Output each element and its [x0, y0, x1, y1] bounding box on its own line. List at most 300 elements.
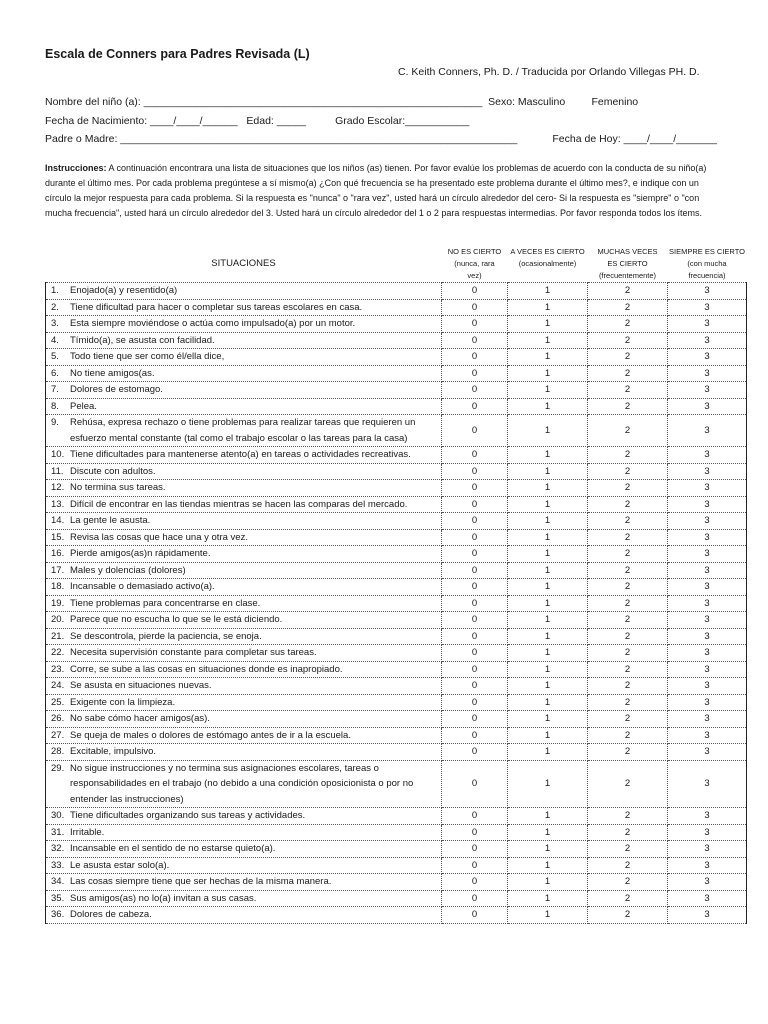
situation-cell: [46, 316, 442, 333]
score-option-2[interactable]: 2: [588, 496, 668, 513]
situation-item: [51, 596, 441, 612]
score-option-3[interactable]: 3: [668, 727, 747, 744]
score-option-3[interactable]: 3: [668, 824, 747, 841]
situation-cell: [46, 645, 442, 662]
score-option-3[interactable]: 3: [668, 283, 747, 300]
score-option-0[interactable]: 0: [442, 463, 508, 480]
situation-cell: [46, 365, 442, 382]
situation-item: [51, 874, 441, 890]
table-row: [46, 907, 747, 924]
score-option-1[interactable]: 1: [508, 645, 588, 662]
situation-item: [51, 480, 441, 496]
table-row: [46, 694, 747, 711]
score-option-3[interactable]: 3: [668, 694, 747, 711]
column-header-0-line3: vez): [467, 271, 482, 280]
score-option-1[interactable]: 1: [508, 890, 588, 907]
situation-cell: [46, 480, 442, 497]
score-option-1[interactable]: 1: [508, 711, 588, 728]
score-option-1[interactable]: 1: [508, 628, 588, 645]
item-text: Difícil de encontrar en las tiendas mientras se hacen las comparas del mercado.: [70, 498, 408, 510]
score-option-1[interactable]: 1: [508, 496, 588, 513]
item-text: La gente le asusta.: [70, 515, 151, 526]
score-option-3[interactable]: 3: [668, 496, 747, 513]
score-option-1[interactable]: 1: [508, 513, 588, 530]
situation-item: [51, 744, 441, 760]
situation-item: [51, 497, 441, 513]
column-header-0-line1: NO ES CIERTO: [447, 247, 502, 256]
parent-date-line[interactable]: Padre o Madre: ____________________________________________________________________ Fecha de Hoy: ____/____/_______: [45, 133, 718, 145]
score-option-3[interactable]: 3: [668, 415, 747, 447]
situation-item: [51, 283, 441, 299]
score-option-1[interactable]: 1: [508, 316, 588, 333]
item-number: 35.: [51, 892, 65, 904]
column-header-0: [442, 244, 508, 283]
score-option-2[interactable]: 2: [588, 628, 668, 645]
situation-cell: [46, 907, 442, 924]
item-number: 18.: [51, 581, 65, 592]
score-option-0[interactable]: 0: [442, 480, 508, 497]
situation-item: [51, 907, 441, 923]
table-row: [46, 628, 747, 645]
score-option-1[interactable]: 1: [508, 744, 588, 761]
item-number: 29.: [51, 762, 65, 774]
table-row: [46, 283, 747, 300]
score-option-0[interactable]: 0: [442, 645, 508, 662]
item-text: Tiene dificultades organizando sus tareas y actividades.: [70, 810, 306, 821]
item-number: 28.: [51, 746, 65, 757]
score-option-2[interactable]: 2: [588, 661, 668, 678]
situation-item: [51, 662, 441, 678]
score-option-0[interactable]: 0: [442, 661, 508, 678]
situation-cell: [46, 760, 442, 808]
score-option-2[interactable]: 2: [588, 612, 668, 629]
score-option-1[interactable]: 1: [508, 874, 588, 891]
item-number: 26.: [51, 713, 65, 724]
item-text: Tímido(a), se asusta con facilidad.: [70, 334, 215, 346]
score-option-0[interactable]: 0: [442, 874, 508, 891]
score-option-2[interactable]: 2: [588, 513, 668, 530]
item-number: 4.: [51, 334, 59, 346]
score-option-0[interactable]: 0: [442, 316, 508, 333]
score-option-0[interactable]: 0: [442, 628, 508, 645]
column-header-2: [588, 244, 668, 283]
item-text: Se asusta en situaciones nuevas.: [70, 680, 212, 691]
score-option-0[interactable]: 0: [442, 612, 508, 629]
score-option-3[interactable]: 3: [668, 907, 747, 924]
score-option-3[interactable]: 3: [668, 612, 747, 629]
score-option-1[interactable]: 1: [508, 694, 588, 711]
score-option-1[interactable]: 1: [508, 463, 588, 480]
score-option-1[interactable]: 1: [508, 415, 588, 447]
situation-item: [51, 825, 441, 841]
column-header-2-line1: MUCHAS VECES: [597, 247, 658, 256]
item-text: Excitable, impulsivo.: [70, 746, 157, 757]
item-number: 15.: [51, 531, 65, 543]
score-option-0[interactable]: 0: [442, 382, 508, 399]
situation-cell: [46, 299, 442, 316]
situation-cell: [46, 595, 442, 612]
item-text: No sigue instrucciones y no termina sus asignaciones escolares, tareas o responsabilidades en el trabajo (no debido a una condición oposicionista o por no entender las instrucciones): [70, 762, 414, 805]
score-option-3[interactable]: 3: [668, 299, 747, 316]
situation-cell: [46, 841, 442, 858]
score-option-3[interactable]: 3: [668, 890, 747, 907]
item-number: 22.: [51, 647, 65, 658]
score-option-2[interactable]: 2: [588, 546, 668, 563]
score-option-3[interactable]: 3: [668, 874, 747, 891]
situation-cell: [46, 349, 442, 366]
score-option-0[interactable]: 0: [442, 824, 508, 841]
score-option-1[interactable]: 1: [508, 480, 588, 497]
score-option-2[interactable]: 2: [588, 890, 668, 907]
score-option-2[interactable]: 2: [588, 744, 668, 761]
score-option-3[interactable]: 3: [668, 529, 747, 546]
score-option-3[interactable]: 3: [668, 382, 747, 399]
situation-item: [51, 546, 441, 562]
score-option-3[interactable]: 3: [668, 513, 747, 530]
situation-item: [51, 629, 441, 645]
item-text: Rehúsa, expresa rechazo o tiene problemas para realizar tareas que requieren un esfuerzo mental constante (tal como el trabajo escolar o las tareas para la casa): [70, 417, 416, 444]
score-option-0[interactable]: 0: [442, 678, 508, 695]
situation-item: [51, 366, 441, 382]
score-option-0[interactable]: 0: [442, 890, 508, 907]
table-row: [46, 727, 747, 744]
score-option-3[interactable]: 3: [668, 678, 747, 695]
score-option-3[interactable]: 3: [668, 480, 747, 497]
table-row: [46, 595, 747, 612]
score-option-1[interactable]: 1: [508, 365, 588, 382]
item-text: Esta siempre moviéndose o actúa como impulsado(a) por un motor.: [70, 318, 356, 329]
score-option-3[interactable]: 3: [668, 562, 747, 579]
score-option-1[interactable]: 1: [508, 299, 588, 316]
score-option-1[interactable]: 1: [508, 661, 588, 678]
item-number: 5.: [51, 351, 59, 362]
score-option-1[interactable]: 1: [508, 678, 588, 695]
score-option-1[interactable]: 1: [508, 824, 588, 841]
score-option-2[interactable]: 2: [588, 841, 668, 858]
item-text: Le asusta estar solo(a).: [70, 859, 170, 871]
item-text: Discute con adultos.: [70, 465, 156, 477]
situation-cell: [46, 513, 442, 530]
score-option-1[interactable]: 1: [508, 760, 588, 808]
score-option-3[interactable]: 3: [668, 546, 747, 563]
score-option-0[interactable]: 0: [442, 283, 508, 300]
item-number: 1.: [51, 285, 59, 296]
situation-cell: [46, 283, 442, 300]
table-row: [46, 744, 747, 761]
birth-age-grade-line[interactable]: Fecha de Nacimiento: ____/____/______ Edad: _____ Grado Escolar:___________: [45, 115, 470, 127]
score-option-0[interactable]: 0: [442, 398, 508, 415]
situation-item: [51, 612, 441, 628]
situation-cell: [46, 415, 442, 447]
score-option-2[interactable]: 2: [588, 529, 668, 546]
child-name-sex-line[interactable]: Nombre del niño (a): __________________________________________________________ Sexo: Masculino Femenino: [45, 96, 639, 108]
score-option-2[interactable]: 2: [588, 694, 668, 711]
column-header-3-line3: frecuencia): [688, 271, 726, 280]
item-number: 12.: [51, 482, 65, 493]
item-number: 30.: [51, 810, 65, 821]
column-header-0-line2: (nunca, rara: [454, 259, 495, 268]
score-option-2[interactable]: 2: [588, 349, 668, 366]
score-option-2[interactable]: 2: [588, 365, 668, 382]
item-text: Incansable en el sentido de no estarse quieto(a).: [70, 843, 276, 854]
score-option-0[interactable]: 0: [442, 529, 508, 546]
situation-item: [51, 858, 441, 874]
situation-cell: [46, 612, 442, 629]
score-option-3[interactable]: 3: [668, 595, 747, 612]
table-row: [46, 480, 747, 497]
situation-item: [51, 513, 441, 529]
score-option-3[interactable]: 3: [668, 349, 747, 366]
score-option-1[interactable]: 1: [508, 283, 588, 300]
item-number: 9.: [51, 417, 59, 428]
score-option-2[interactable]: 2: [588, 415, 668, 447]
instructions-text: A continuación encontrara una lista de situaciones que los niños (as) tienen. Por favor evalúe los problemas de acuerdo con la conducta de su niño(a) durante el último mes. Por cada problema pregúntese a sí mismo(a) ¿Con qué frecuencia se ha presentado este problema durante el último mes?, e indique con un círculo la mejor respuesta para cada problema. Si la respuesta es "nunca" o "rara vez", usted hará un círculo alrededor del cero- Si la respuesta es "siempre" o "con mucha frecuencia", usted hará un círculo alrededor del 3. Usted hará un círculo alrededor del 1 o 2 para respuestas intermedias. Por favor responda todos los ítems.: [45, 163, 707, 218]
column-header-2-line3: (frecuentemente): [598, 271, 657, 280]
score-option-2[interactable]: 2: [588, 382, 668, 399]
score-option-0[interactable]: 0: [442, 808, 508, 825]
score-option-3[interactable]: 3: [668, 579, 747, 596]
table-row: [46, 332, 747, 349]
table-row: [46, 562, 747, 579]
item-number: 23.: [51, 663, 65, 675]
table-row: [46, 382, 747, 399]
score-option-1[interactable]: 1: [508, 382, 588, 399]
score-option-0[interactable]: 0: [442, 447, 508, 464]
score-option-2[interactable]: 2: [588, 857, 668, 874]
situation-item: [51, 761, 441, 808]
score-option-2[interactable]: 2: [588, 562, 668, 579]
score-option-0[interactable]: 0: [442, 496, 508, 513]
score-option-0[interactable]: 0: [442, 907, 508, 924]
item-number: 19.: [51, 597, 65, 609]
score-option-2[interactable]: 2: [588, 808, 668, 825]
item-number: 2.: [51, 301, 59, 313]
score-option-2[interactable]: 2: [588, 874, 668, 891]
score-option-1[interactable]: 1: [508, 398, 588, 415]
score-option-0[interactable]: 0: [442, 727, 508, 744]
item-text: Irritable.: [70, 826, 105, 838]
score-option-2[interactable]: 2: [588, 727, 668, 744]
score-option-2[interactable]: 2: [588, 645, 668, 662]
item-text: No sabe cómo hacer amigos(as).: [70, 713, 210, 724]
situation-cell: [46, 382, 442, 399]
item-number: 34.: [51, 876, 65, 887]
item-text: Tiene problemas para concentrarse en clase.: [70, 597, 261, 609]
score-option-3[interactable]: 3: [668, 628, 747, 645]
situation-item: [51, 711, 441, 727]
score-option-0[interactable]: 0: [442, 694, 508, 711]
score-option-2[interactable]: 2: [588, 907, 668, 924]
situation-item: [51, 891, 441, 907]
score-option-2[interactable]: 2: [588, 398, 668, 415]
score-option-0[interactable]: 0: [442, 415, 508, 447]
score-option-2[interactable]: 2: [588, 824, 668, 841]
score-option-2[interactable]: 2: [588, 678, 668, 695]
score-option-3[interactable]: 3: [668, 744, 747, 761]
score-option-1[interactable]: 1: [508, 595, 588, 612]
table-row: [46, 661, 747, 678]
item-text: Corre, se sube a las cosas en situaciones donde es inapropiado.: [70, 663, 343, 675]
item-number: 14.: [51, 515, 65, 526]
item-number: 21.: [51, 630, 65, 642]
table-row: [46, 398, 747, 415]
situation-cell: [46, 447, 442, 464]
situation-item: [51, 530, 441, 546]
score-option-2[interactable]: 2: [588, 316, 668, 333]
item-number: 32.: [51, 843, 65, 854]
situations-table: [45, 244, 747, 924]
situaciones-header: SITUACIONES: [211, 258, 276, 269]
score-option-1[interactable]: 1: [508, 349, 588, 366]
score-option-1[interactable]: 1: [508, 546, 588, 563]
situation-cell: [46, 332, 442, 349]
score-option-3[interactable]: 3: [668, 316, 747, 333]
score-option-0[interactable]: 0: [442, 595, 508, 612]
score-option-3[interactable]: 3: [668, 332, 747, 349]
score-option-3[interactable]: 3: [668, 661, 747, 678]
instructions-label: Instrucciones:: [45, 163, 107, 173]
score-option-3[interactable]: 3: [668, 711, 747, 728]
situation-cell: [46, 398, 442, 415]
score-option-2[interactable]: 2: [588, 595, 668, 612]
situation-item: [51, 678, 441, 694]
score-option-0[interactable]: 0: [442, 332, 508, 349]
item-text: Exigente con la limpieza.: [70, 696, 176, 708]
score-option-1[interactable]: 1: [508, 727, 588, 744]
table-header-row: [46, 244, 747, 283]
score-option-1[interactable]: 1: [508, 907, 588, 924]
item-number: 17.: [51, 564, 65, 576]
item-number: 11.: [51, 465, 64, 477]
item-number: 10.: [51, 449, 65, 460]
score-option-1[interactable]: 1: [508, 808, 588, 825]
score-option-2[interactable]: 2: [588, 480, 668, 497]
item-text: Incansable o demasiado activo(a).: [70, 581, 215, 592]
score-option-0[interactable]: 0: [442, 857, 508, 874]
score-option-3[interactable]: 3: [668, 760, 747, 808]
table-row: [46, 841, 747, 858]
score-option-0[interactable]: 0: [442, 711, 508, 728]
column-header-3: [668, 244, 747, 283]
column-header-1-line2: (ocasionalmente): [518, 259, 577, 268]
situation-item: [51, 349, 441, 365]
table-row: [46, 299, 747, 316]
situation-cell: [46, 496, 442, 513]
situation-cell: [46, 579, 442, 596]
item-text: Pierde amigos(as)n rápidamente.: [70, 548, 211, 559]
situation-item: [51, 333, 441, 349]
score-option-3[interactable]: 3: [668, 808, 747, 825]
score-option-2[interactable]: 2: [588, 463, 668, 480]
situation-item: [51, 563, 441, 579]
item-text: Se queja de males o dolores de estómago antes de ir a la escuela.: [70, 729, 351, 741]
situation-item: [51, 695, 441, 711]
item-text: No termina sus tareas.: [70, 482, 166, 493]
score-option-1[interactable]: 1: [508, 562, 588, 579]
table-row: [46, 808, 747, 825]
score-option-1[interactable]: 1: [508, 857, 588, 874]
item-number: 16.: [51, 548, 65, 559]
score-option-0[interactable]: 0: [442, 546, 508, 563]
item-text: Dolores de estomago.: [70, 384, 163, 395]
table-row: [46, 513, 747, 530]
score-option-2[interactable]: 2: [588, 283, 668, 300]
situation-cell: [46, 529, 442, 546]
score-option-2[interactable]: 2: [588, 447, 668, 464]
situation-item: [51, 316, 441, 332]
score-option-2[interactable]: 2: [588, 579, 668, 596]
item-number: 20.: [51, 614, 65, 625]
author-credit: C. Keith Conners, Ph. D. / Traducida por Orlando Villegas PH. D.: [398, 66, 700, 78]
score-option-2[interactable]: 2: [588, 332, 668, 349]
item-text: Pelea.: [70, 400, 97, 412]
score-option-0[interactable]: 0: [442, 562, 508, 579]
situation-item: [51, 841, 441, 857]
score-option-0[interactable]: 0: [442, 513, 508, 530]
column-header-3-line2: (con mucha: [687, 259, 727, 268]
score-option-0[interactable]: 0: [442, 744, 508, 761]
score-option-3[interactable]: 3: [668, 645, 747, 662]
situation-cell: [46, 562, 442, 579]
score-option-3[interactable]: 3: [668, 398, 747, 415]
score-option-1[interactable]: 1: [508, 447, 588, 464]
item-number: 31.: [51, 826, 65, 838]
item-number: 13.: [51, 498, 65, 510]
score-option-0[interactable]: 0: [442, 365, 508, 382]
score-option-1[interactable]: 1: [508, 841, 588, 858]
score-option-1[interactable]: 1: [508, 332, 588, 349]
table-row: [46, 711, 747, 728]
score-option-2[interactable]: 2: [588, 760, 668, 808]
score-option-3[interactable]: 3: [668, 463, 747, 480]
score-option-3[interactable]: 3: [668, 447, 747, 464]
score-option-1[interactable]: 1: [508, 612, 588, 629]
table-row: [46, 529, 747, 546]
score-option-0[interactable]: 0: [442, 760, 508, 808]
table-row: [46, 824, 747, 841]
score-option-2[interactable]: 2: [588, 711, 668, 728]
column-header-2-line2: ES CIERTO: [607, 259, 648, 268]
score-option-0[interactable]: 0: [442, 349, 508, 366]
situation-cell: [46, 824, 442, 841]
item-text: Todo tiene que ser como él/ella dice,: [70, 351, 225, 362]
score-option-1[interactable]: 1: [508, 579, 588, 596]
item-number: 8.: [51, 400, 59, 412]
table-row: [46, 415, 747, 447]
item-number: 24.: [51, 680, 65, 691]
situation-item: [51, 415, 441, 446]
item-number: 25.: [51, 696, 65, 708]
item-number: 36.: [51, 909, 65, 920]
item-number: 27.: [51, 729, 65, 741]
situation-item: [51, 464, 441, 480]
item-text: Sus amigos(as) no lo(a) invitan a sus casas.: [70, 892, 257, 904]
score-option-3[interactable]: 3: [668, 365, 747, 382]
score-option-0[interactable]: 0: [442, 299, 508, 316]
item-text: Necesita supervisión constante para completar sus tareas.: [70, 647, 317, 658]
score-option-1[interactable]: 1: [508, 529, 588, 546]
score-option-2[interactable]: 2: [588, 299, 668, 316]
item-text: No tiene amigos(as.: [70, 367, 155, 379]
score-option-3[interactable]: 3: [668, 841, 747, 858]
item-number: 33.: [51, 859, 65, 871]
situation-item: [51, 645, 441, 661]
score-option-0[interactable]: 0: [442, 841, 508, 858]
score-option-0[interactable]: 0: [442, 579, 508, 596]
table-row: [46, 579, 747, 596]
score-option-3[interactable]: 3: [668, 857, 747, 874]
situation-item: [51, 808, 441, 824]
